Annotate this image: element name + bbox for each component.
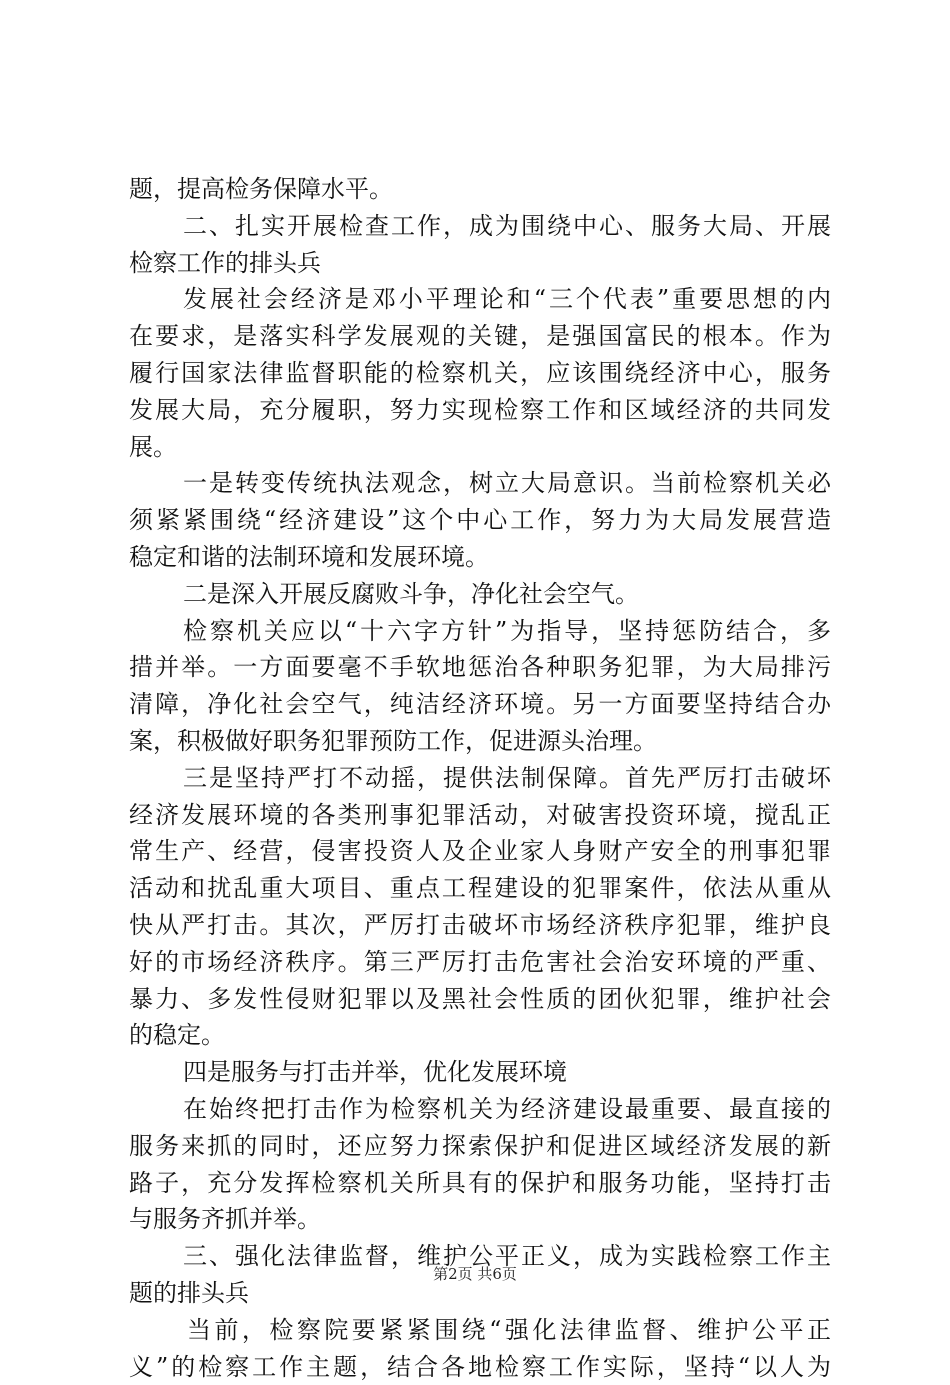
document-body: [129, 171, 831, 1385]
text-line: 在始终把打击作为检察机关为经济建设最重要、最直接的: [129, 1091, 831, 1128]
text-line: 经济发展环境的各类刑事犯罪活动，对破害投资环境，搅乱正: [129, 797, 831, 834]
text-line: 检察机关应以“十六字方针”为指导，坚持惩防结合，多: [129, 613, 831, 650]
text-line: 在要求，是落实科学发展观的关键，是强国富民的根本。作为: [129, 318, 831, 355]
text-line: 义”的检察工作主题，结合各地检察工作实际，坚持“以人为: [129, 1349, 831, 1385]
text-line: 清障，净化社会空气，纯洁经济环境。另一方面要坚持结合办: [129, 686, 831, 723]
section-heading-continuation: 题的排头兵: [129, 1275, 831, 1312]
text-line: 三是坚持严打不动摇，提供法制保障。首先严厉打击破坏: [129, 760, 831, 797]
text-line: 的稳定。: [129, 1017, 831, 1054]
text-line: 发展大局，充分履职，努力实现检察工作和区域经济的共同发: [129, 392, 831, 429]
text-line: 与服务齐抓并举。: [129, 1201, 831, 1238]
text-line: 须紧紧围绕“经济建设”这个中心工作，努力为大局发展营造: [129, 502, 831, 539]
text-line: 二是深入开展反腐败斗争，净化社会空气。: [129, 576, 831, 613]
text-line: 好的市场经济秩序。第三严厉打击危害社会治安环境的严重、: [129, 944, 831, 981]
text-line: 发展社会经济是邓小平理论和“三个代表”重要思想的内: [129, 281, 831, 318]
text-line: 题，提高检务保障水平。: [129, 171, 831, 208]
section-heading: 三、强化法律监督，维护公平正义，成为实践检察工作主: [129, 1238, 831, 1275]
text-line: 当前，检察院要紧紧围绕“强化法律监督、维护公平正: [129, 1312, 831, 1349]
text-line: 服务来抓的同时，还应努力探索保护和促进区域经济发展的新: [129, 1128, 831, 1165]
section-heading: 二、扎实开展检查工作，成为围绕中心、服务大局、开展: [129, 208, 831, 245]
text-line: 活动和扰乱重大项目、重点工程建设的犯罪案件，依法从重从: [129, 870, 831, 907]
section-heading-continuation: 检察工作的排头兵: [129, 245, 831, 282]
text-line: 案，积极做好职务犯罪预防工作，促进源头治理。: [129, 723, 831, 760]
text-line: 稳定和谐的法制环境和发展环境。: [129, 539, 831, 576]
text-line: 暴力、多发性侵财犯罪以及黑社会性质的团伙犯罪，维护社会: [129, 981, 831, 1018]
text-line: 措并举。一方面要毫不手软地惩治各种职务犯罪，为大局排污: [129, 649, 831, 686]
page-footer: 第2页 共6页: [0, 1264, 950, 1284]
text-line: 常生产、经营，侵害投资人及企业家人身财产安全的刑事犯罪: [129, 833, 831, 870]
text-line: 履行国家法律监督职能的检察机关，应该围绕经济中心，服务: [129, 355, 831, 392]
text-line: 四是服务与打击并举，优化发展环境: [129, 1054, 831, 1091]
text-line: 一是转变传统执法观念，树立大局意识。当前检察机关必: [129, 465, 831, 502]
text-line: 快从严打击。其次，严厉打击破坏市场经济秩序犯罪，维护良: [129, 907, 831, 944]
text-line: 路子，充分发挥检察机关所具有的保护和服务功能，坚持打击: [129, 1165, 831, 1202]
text-line: 展。: [129, 429, 831, 466]
